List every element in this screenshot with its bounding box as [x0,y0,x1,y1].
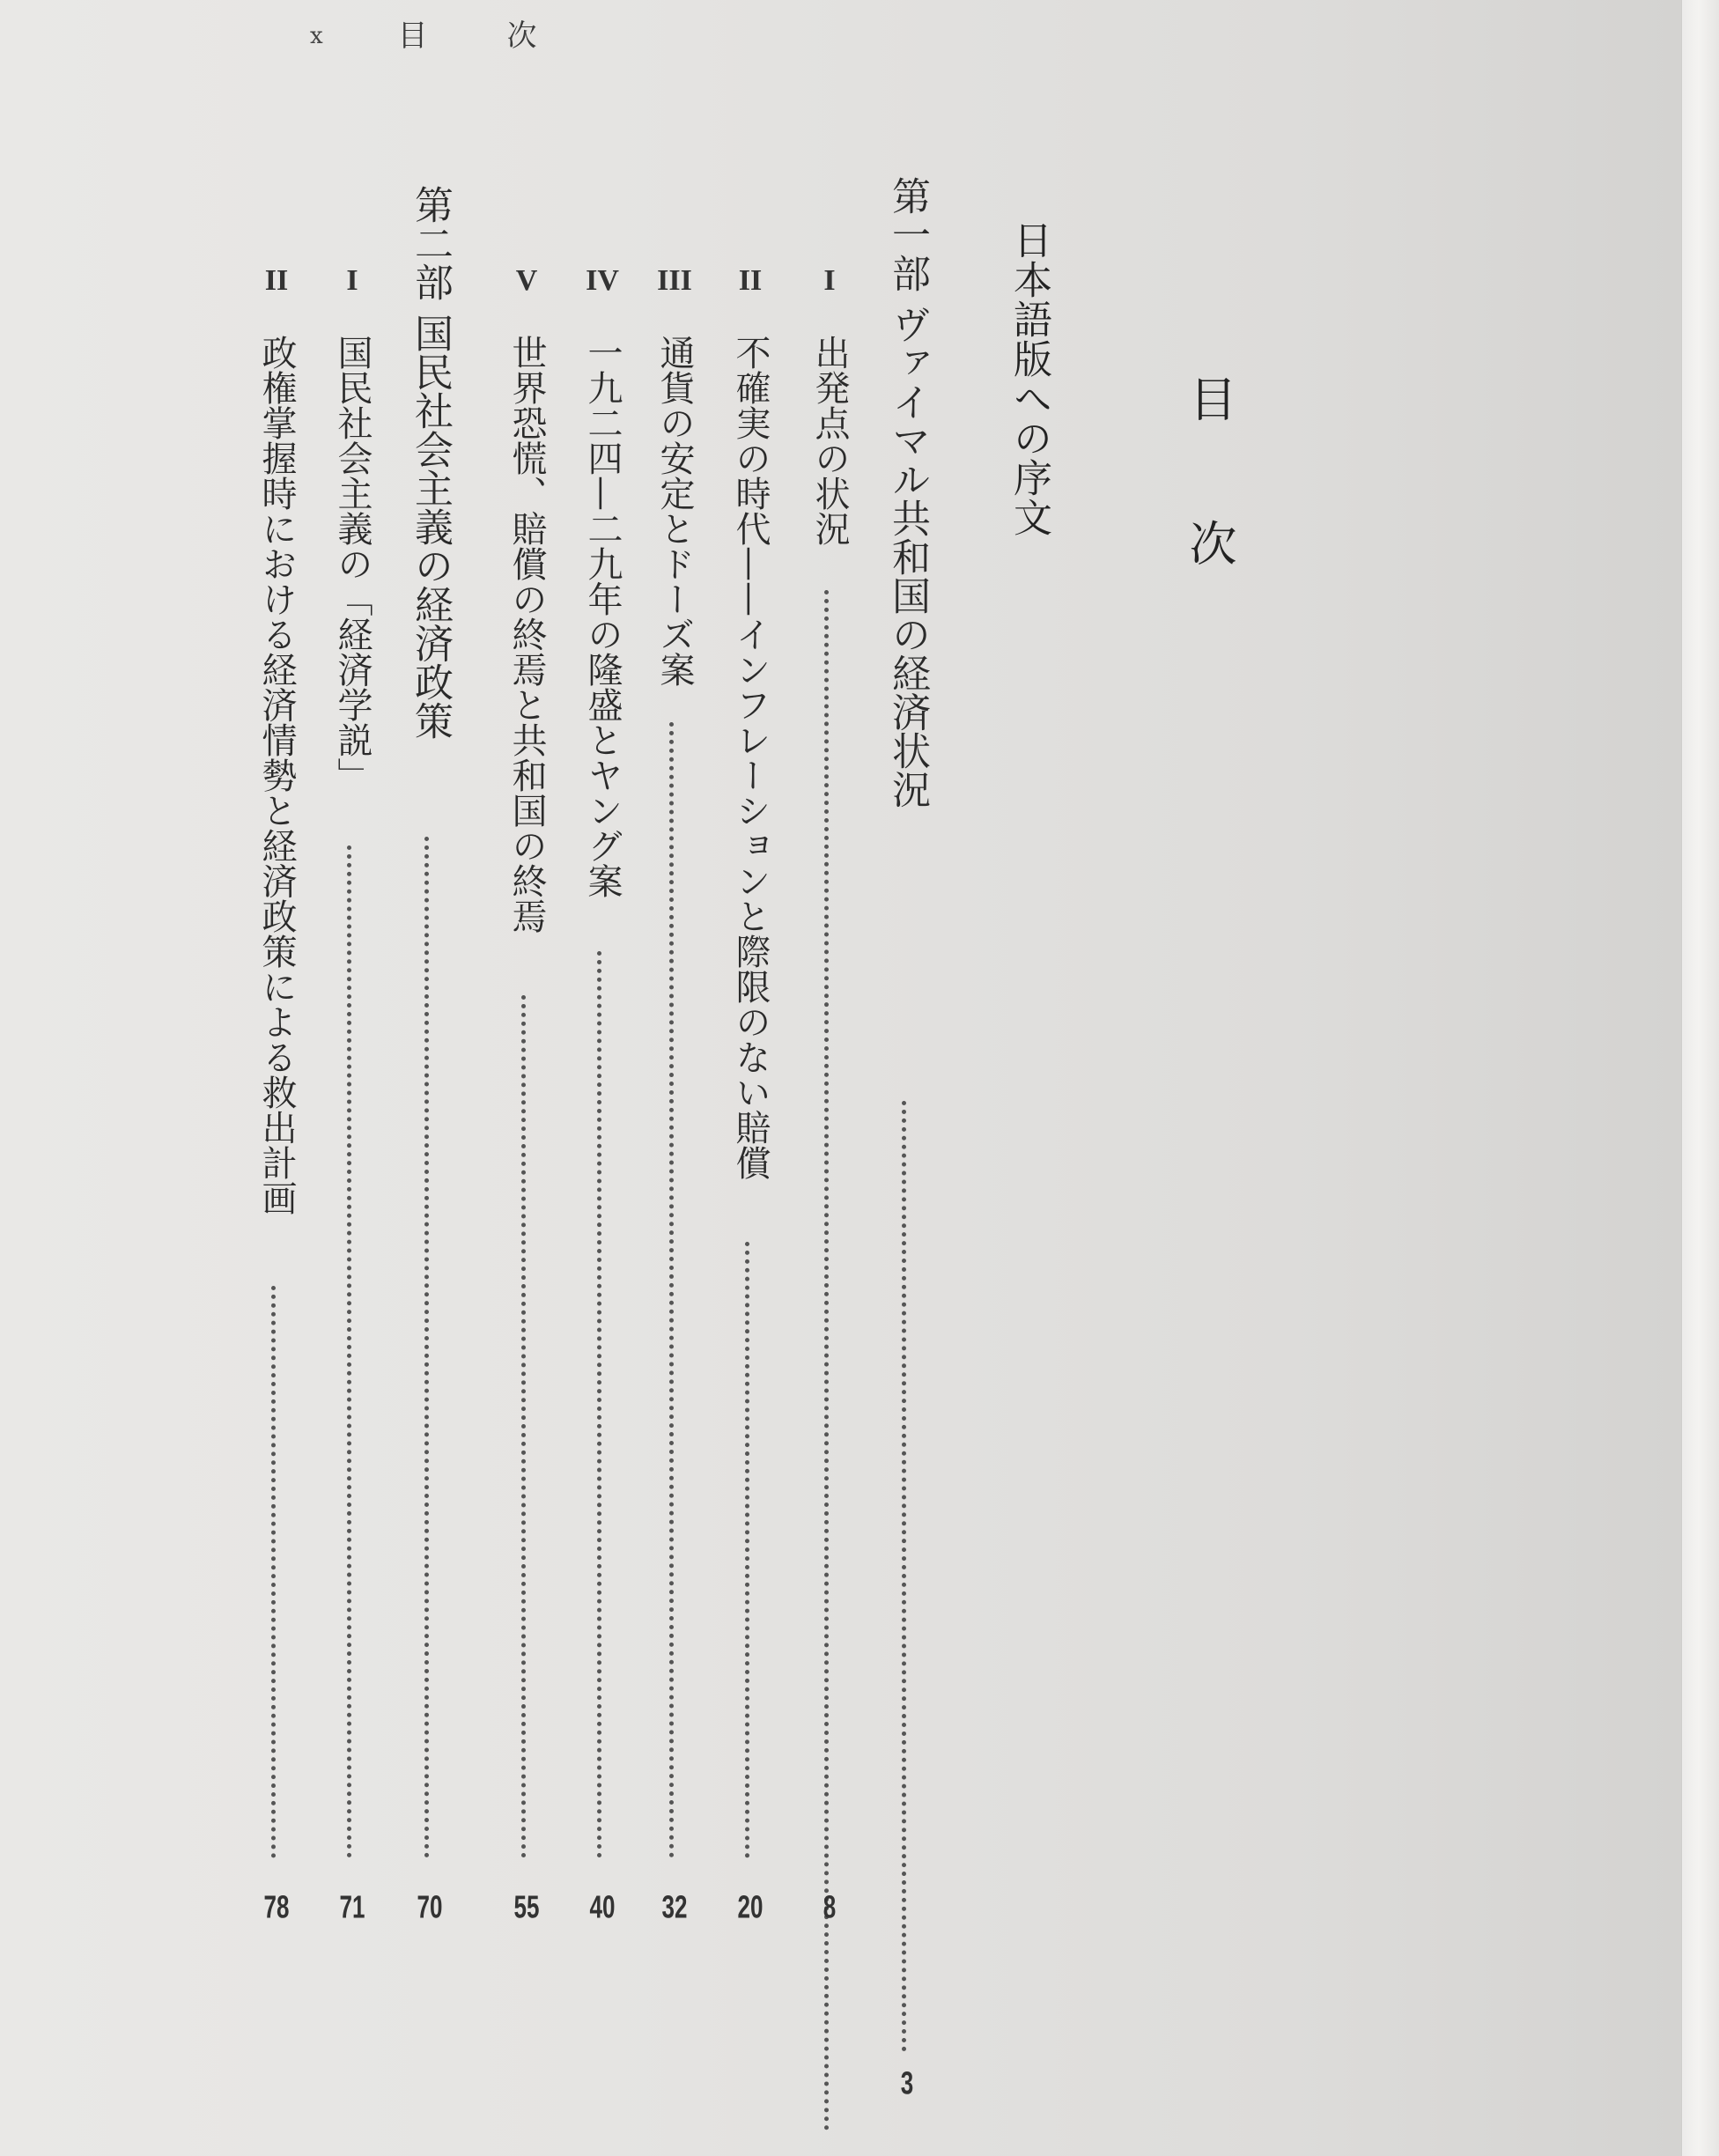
entry-text: 世界恐慌、賠償の終焉と共和国の終焉 [506,335,547,934]
page-number: 3 [900,2064,914,2101]
chapter-number: I [346,264,358,297]
toc-entry-1-1[interactable] [803,264,856,1938]
page-number: 55 [513,1887,540,1925]
entry-text: 一九二四—二九年の隆盛とヤング案 [582,335,623,898]
toc-entry-1-5[interactable] [500,264,553,1938]
entry-text: 出発点の状況 [809,335,850,546]
toc-entry-1-3[interactable] [648,264,701,1938]
page-number: 78 [263,1887,290,1925]
chapter-number: V [515,264,538,297]
page-number: 8 [823,1887,837,1925]
running-head-title: 目 [392,19,427,69]
toc-title: 目次 [1182,374,1237,663]
dot-leader [424,837,429,1858]
dot-leader [347,845,351,1858]
chapter-number: III [657,264,692,297]
dot-leader [597,951,601,1858]
toc-entry-part-2[interactable] [403,185,456,1938]
toc-entry-part-1[interactable] [881,176,933,2101]
dot-leader [902,1101,906,2052]
page-number: 20 [737,1887,764,1925]
page-edge [1681,0,1719,2156]
entry-text: 政権掌握時における経済情勢と経済政策による救出計画 [256,335,297,1215]
entry-text: 第一部 ヴァイマル共和国の経済状況 [885,176,930,808]
toc-entry-2-1[interactable] [326,264,379,1938]
running-head-mark: x [310,23,323,49]
chapter-number: I [823,264,836,297]
page-number: 71 [339,1887,365,1925]
entry-text: 第二部 国民社会主義の経済政策 [408,185,453,740]
entry-text: 不確実の時代——インフレーションと際限のない賠償 [730,335,771,1180]
running-head-title-2: 次 [501,19,536,69]
toc-entry-1-4[interactable] [576,264,629,1938]
dot-leader [669,722,674,1858]
dot-leader [521,995,526,1858]
chapter-number: II [738,264,763,297]
entry-text: 通貨の安定とドーズ案 [654,335,695,687]
preface-entry: 日本語版への序文 [1007,220,1051,537]
entry-text: 国民社会主義の「経済学説」 [332,335,373,793]
page-number: 70 [417,1887,443,1925]
dot-leader [271,1286,276,1858]
chapter-number: II [264,264,289,297]
chapter-number: IV [586,264,619,297]
page-number: 32 [661,1887,688,1925]
toc-entry-1-2[interactable] [724,264,777,1938]
dot-leader [745,1242,749,1858]
page-number: 40 [589,1887,616,1925]
toc-entry-2-2[interactable] [250,264,303,1938]
